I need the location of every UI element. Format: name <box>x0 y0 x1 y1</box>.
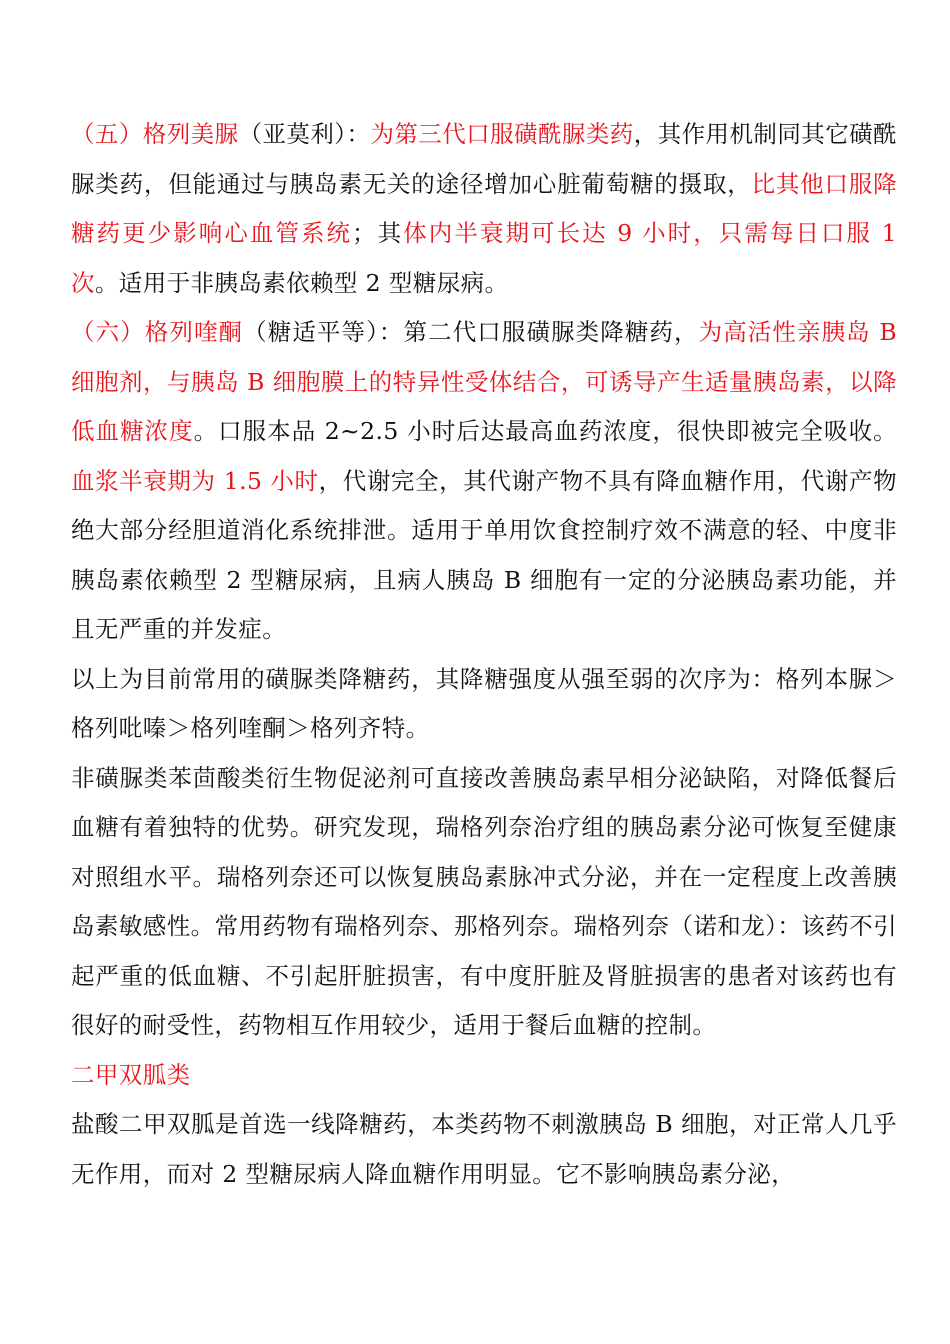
text-segment: 。口服本品 2~2.5 小时后达最高血药浓度，很快即被完全吸收。 <box>193 417 897 445</box>
text-segment: ，其作用机制同其它磺酰脲类药，但能通过与胰岛素无关的途径增加心脏葡萄糖的摄取， <box>71 120 897 198</box>
text-segment: 以上为目前常用的磺脲类降糖药，其降糖强度从强至弱的次序为：格列本脲＞格列吡嗪＞格列喹酮＞格列齐特。 <box>71 664 897 742</box>
text-segment: 二甲双胍类 <box>71 1060 191 1089</box>
paragraph-glimepiride <box>71 110 897 308</box>
text-segment: 为第三代口服磺酰脲类药 <box>370 120 634 148</box>
text-segment: ，代谢完全，其代谢产物不具有降血糖作用，代谢产物绝大部分经胆道消化系统排泄。适用于单用饮食控制疗效不满意的轻、中度非胰岛素依赖型 2 型糖尿病，且病人胰岛 B 细胞有一定的分泌胰岛素功能，并且无严重的并发症。 <box>71 466 898 643</box>
section-heading-biguanide <box>71 1051 897 1101</box>
text-segment: （五）格列美脲 <box>71 120 239 148</box>
text-segment: 。适用于非胰岛素依赖型 2 型糖尿病。 <box>94 268 509 297</box>
paragraph-gliquidone <box>71 308 897 655</box>
text-segment: 盐酸二甲双胍是首选一线降糖药，本类药物不刺激胰岛 B 细胞，对正常人几乎无作用，而对 2 型糖尿病人降血糖作用明显。它不影响胰岛素分泌， <box>71 1110 897 1188</box>
text-segment: （糖适平等）：第二代口服磺脲类降糖药， <box>243 318 699 346</box>
paragraph-non-sulfonylurea <box>71 754 897 1051</box>
text-segment: 非磺脲类苯茴酸类衍生物促泌剂可直接改善胰岛素早相分泌缺陷，对降低餐后血糖有着独特的优势。研究发现，瑞格列奈治疗组的胰岛素分泌可恢复至健康对照组水平。瑞格列奈还可以恢复胰岛素脉冲式分泌，并在一定程度上改善胰岛素敏感性。常用药物有瑞格列奈、那格列奈。瑞格列奈（诺和龙）：该药不引起严重的低血糖、不引起肝脏损害，有中度肝脏及肾脏损害的患者对该药也有很好的耐受性，药物相互作用较少，适用于餐后血糖的控制。 <box>71 763 897 1039</box>
text-segment: 体内半衰期可长达 9 小时，只需每日口服 1 次 <box>71 219 897 297</box>
paragraph-metformin <box>71 1100 897 1199</box>
text-segment: 为高活性亲胰岛 B 细胞剂，与胰岛 B 细胞膜上的特异性受体结合，可诱导产生适量胰岛素，以降低血糖浓度 <box>71 318 897 445</box>
paragraph-ranking <box>71 655 897 754</box>
text-segment: （亚莫利）： <box>238 120 371 148</box>
text-segment: （六）格列喹酮 <box>71 318 244 346</box>
text-segment: ；其 <box>352 219 404 247</box>
text-segment: 血浆半衰期为 1.5 小时 <box>71 466 319 495</box>
text-segment: 比其他口服降糖药更少影响心血管系统 <box>71 169 897 247</box>
document-body <box>71 110 897 1199</box>
